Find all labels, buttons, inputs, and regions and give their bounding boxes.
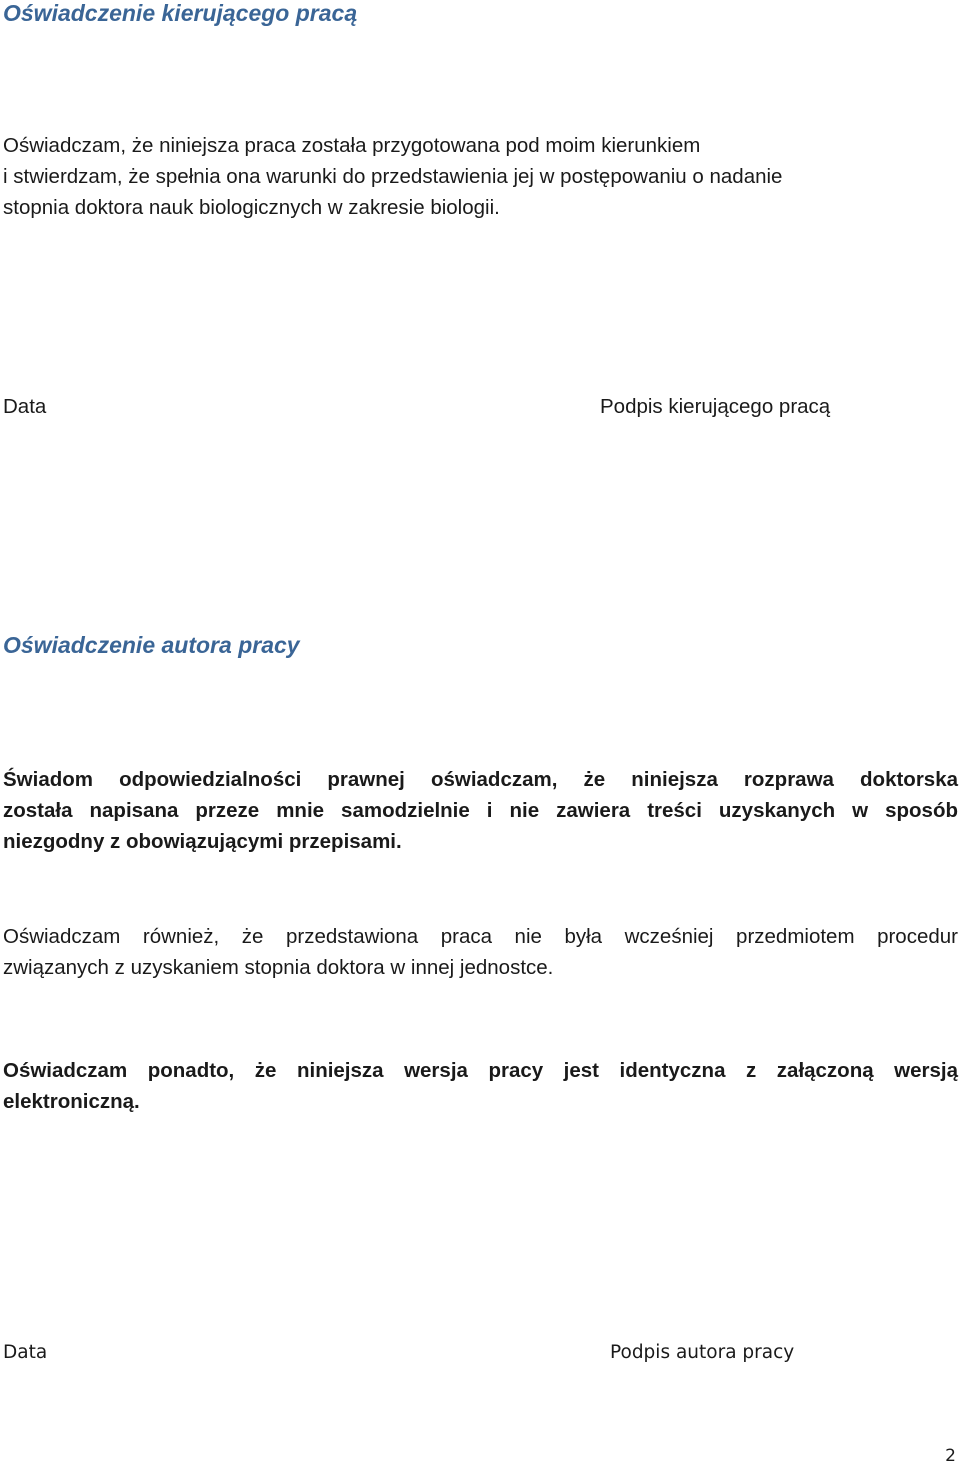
page-number: 2 (945, 1446, 956, 1466)
supervisor-statement (3, 130, 958, 223)
author-procedure-line-1: Oświadczam również, że przedstawiona praca nie była wcześniej przedmiotem procedur (3, 925, 958, 948)
supervisor-declaration-heading: Oświadczenie kierującego pracą (3, 0, 358, 26)
author-procedure-line-2: związanych z uzyskaniem stopnia doktora w innej jednostce. (3, 956, 554, 979)
supervisor-statement-line-2: i stwierdzam, że spełnia ona warunki do przedstawienia jej w postępowaniu o nadanie (3, 165, 783, 188)
author-responsibility-line-3: niezgodny z obowiązującymi przepisami. (3, 830, 402, 853)
author-responsibility-line-2: została napisana przeze mnie samodzielnie i nie zawiera treści uzyskanych w sposób (3, 799, 958, 822)
supervisor-date-label: Data (3, 395, 47, 418)
author-signature-label: Podpis autora pracy (610, 1342, 795, 1363)
supervisor-statement-line-3: stopnia doktora nauk biologicznych w zakresie biologii. (3, 196, 500, 219)
author-declaration-heading: Oświadczenie autora pracy (3, 632, 300, 658)
author-date-label: Data (3, 1342, 48, 1363)
author-identity-line-2: elektroniczną. (3, 1090, 140, 1113)
author-responsibility-line-1: Świadom odpowiedzialności prawnej oświadczam, że niniejsza rozprawa doktorska (3, 768, 958, 791)
author-procedure-statement (3, 921, 958, 983)
author-identity-line-1: Oświadczam ponadto, że niniejsza wersja pracy jest identyczna z załączoną wersją (3, 1059, 958, 1082)
author-identity-statement (3, 1055, 958, 1117)
supervisor-signature-label: Podpis kierującego pracą (600, 395, 831, 418)
author-responsibility-statement (3, 764, 958, 857)
supervisor-statement-line-1: Oświadczam, że niniejsza praca została przygotowana pod moim kierunkiem (3, 134, 701, 157)
